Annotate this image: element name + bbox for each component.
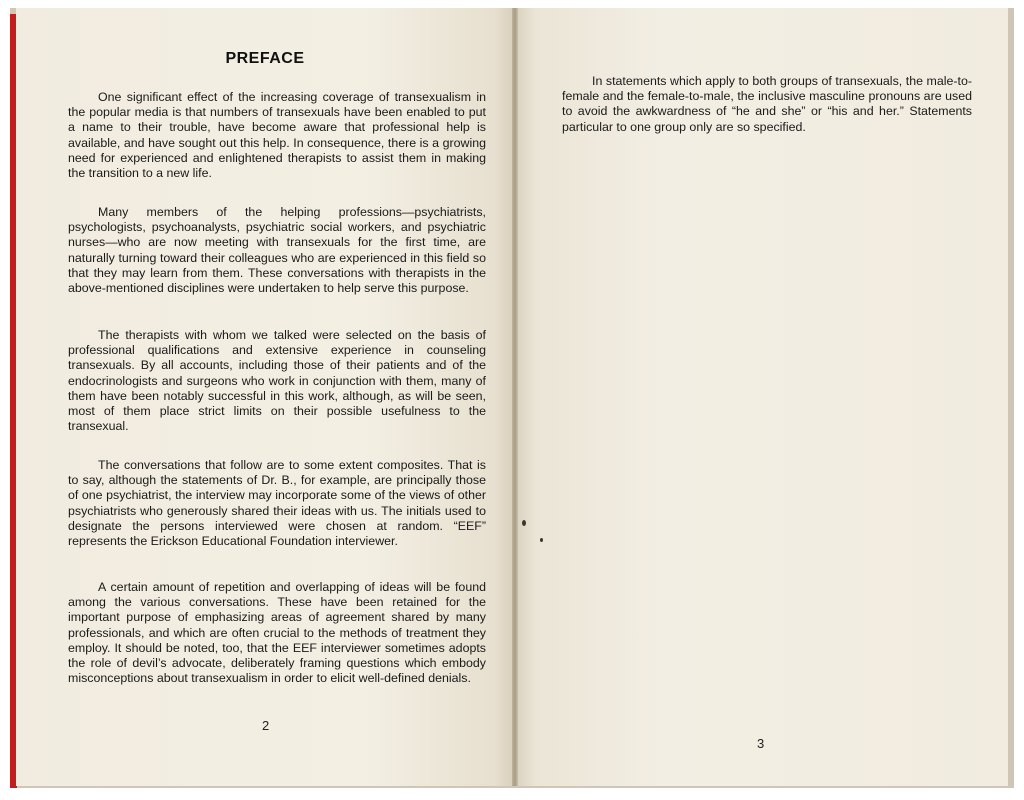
- left-paragraph-3: The therapists with whom we talked were selected on the basis of professional qualifications and extensive experience in counseling transexuals. By all accounts, including those of their patients and of the endocrinologists and surgeons who work in conjunction with them, many of them have been notably successful in this work, although, as will be seen, most of them place strict limits on their possible usefulness to the transexual.: [68, 328, 486, 434]
- left-paragraph-5: A certain amount of repetition and overlapping of ideas will be found among the various conversations. These have been retained for the important purpose of emphasizing areas of agreement shared by many professionals, and which are often crucial to the methods of treatment they employ. It should be noted, too, that the EEF interviewer sometimes adopts the role of devil’s advocate, deliberately framing questions which embody misconceptions about transexualism in order to elicit well-defined denials.: [68, 580, 486, 686]
- book-gutter: [512, 8, 518, 786]
- right-page-number: 3: [757, 736, 765, 751]
- right-paragraph-1: In statements which apply to both groups of transexuals, the male-to-female and the female-to-male, the inclusive masculine pronouns are used to avoid the awkwardness of “he and she” or “his and her.” Statements particular to one group only are so specified.: [562, 74, 972, 134]
- left-paragraph-1: One significant effect of the increasing coverage of transexualism in the popular media is that numbers of transexuals have been enabled to put a name to their trouble, have become aware that professional help is available, and have sought out this help. In consequence, there is a growing need for experienced and enlightened therapists to assist them in making the transition to a new life.: [68, 90, 486, 181]
- left-paragraph-4: The conversations that follow are to some extent composites. That is to say, although the statements of Dr. B., for example, are principally those of one psychiatrist, the interview may incorporate some of the views of other psychiatrists who generously shared their ideas with us. The initials used to designate the persons interviewed were chosen at random. “EEF” represents the Erickson Educational Foundation interviewer.: [68, 458, 486, 549]
- paper-speck: [522, 520, 526, 526]
- page-heading: PREFACE: [225, 50, 305, 67]
- paper-speck: [540, 538, 543, 542]
- left-paragraph-2: Many members of the helping professions—psychiatrists, psychologists, psychoanalysts, psychiatric social workers, and psychiatric nurses—who are now meeting with transexuals for the first time, are naturally turning toward their colleagues who are experienced in this field so that they may learn from them. These conversations with therapists in the above-mentioned disciplines were undertaken to help serve this purpose.: [68, 205, 486, 296]
- left-page-number: 2: [262, 718, 270, 733]
